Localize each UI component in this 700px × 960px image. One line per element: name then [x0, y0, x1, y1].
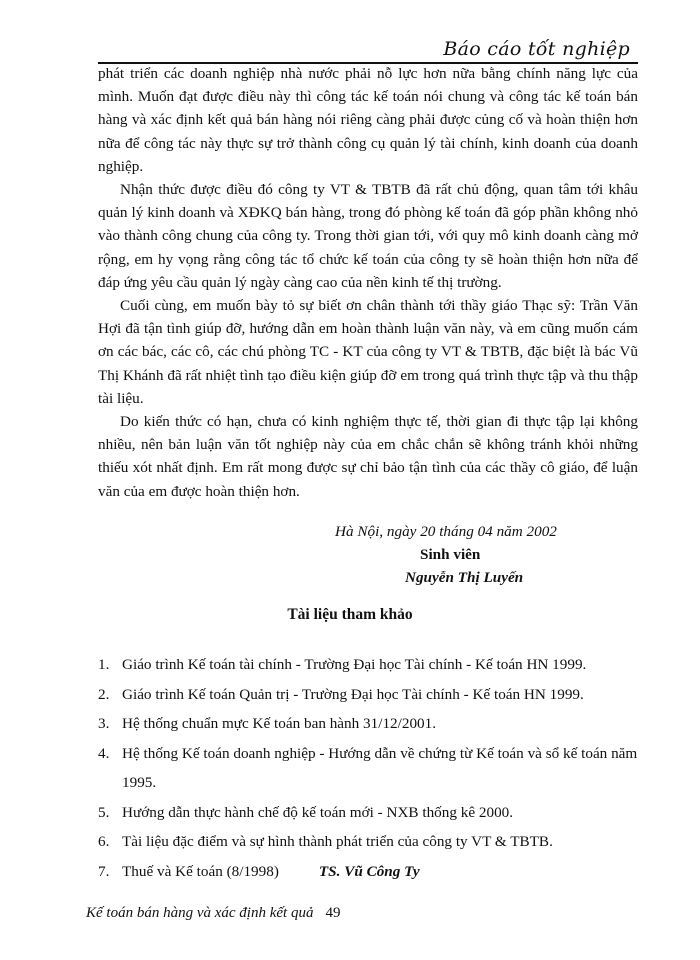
paragraph: Cuối cùng, em muốn bày tỏ sự biết ơn chân thành tới thầy giáo Thạc sỹ: Trần Văn Hợi đã tận tình giúp đỡ, hướng dẫn em hoàn thành luận văn này, và em cũng muốn cám ơn các bác, các cô, các chú phòng TC - KT của công ty VT & TBTB, đặc biệt là bác Vũ Thị Khánh đã rất nhiệt tình tạo điều kiện giúp đỡ em trong quá trình thực tập và thu thập tài liệu.	[98, 297, 638, 407]
reference-item	[98, 827, 638, 857]
reference-item	[98, 650, 638, 680]
reference-number: 1.	[98, 656, 110, 673]
reference-number: 6.	[98, 833, 110, 850]
reference-number: 4.	[98, 744, 110, 762]
reference-author: TS. Vũ Công Ty	[318, 862, 420, 880]
reference-item	[98, 739, 638, 798]
signature-date: Hà Nội, ngày 20 tháng 04 năm 2002	[335, 523, 557, 540]
signature-name: Nguyễn Thị Luyến	[405, 569, 524, 586]
signature-block	[335, 520, 635, 589]
reference-number: 7.	[98, 862, 110, 880]
reference-number: 5.	[98, 803, 110, 821]
paragraph: Nhận thức được điều đó công ty VT & TBTB đã rất chủ động, quan tâm tới khâu quản lý kinh doanh và XĐKQ bán hàng, trong đó phòng kế toán đã góp phần không nhỏ vào thành công chung của công ty. Trong thời gian tới, với quy mô kinh doanh càng mở rộng, em hy vọng rằng công tác tổ chức kế toán của công ty sẽ hoàn thiện hơn nữa để đáp ứng yêu cầu quản lý ngày càng cao của nền kinh tế thị trường.	[98, 181, 638, 291]
references-title: Tài liệu tham khảo	[287, 606, 413, 623]
page-number: 49	[325, 905, 341, 921]
footer-text: Kế toán bán hàng và xác định kết quả	[86, 905, 314, 921]
reference-text: Giáo trình Kế toán tài chính - Trường Đại học Tài chính - Kế toán HN 1999.	[122, 656, 587, 673]
reference-text	[122, 857, 638, 887]
reference-title: Thuế và Kế toán (8/1998)	[122, 862, 279, 880]
body-text	[98, 62, 638, 503]
reference-text: Hướng dẫn thực hành chế độ kế toán mới - NXB thống kê 2000.	[122, 803, 514, 821]
reference-number: 3.	[98, 715, 110, 732]
reference-item	[98, 857, 638, 887]
reference-text: Hệ thống chuẩn mực Kế toán ban hành 31/12/2001.	[122, 715, 437, 732]
signature-role: Sinh viên	[420, 546, 481, 563]
references-list	[98, 650, 638, 886]
page-footer	[86, 905, 340, 922]
reference-number: 2.	[98, 685, 110, 703]
reference-item	[98, 798, 638, 828]
header-title: Báo cáo tốt nghiệp	[443, 38, 630, 60]
paragraph: Do kiến thức có hạn, chưa có kinh nghiệm thực tế, thời gian đi thực tập lại không nhiều, nên bản luận văn tốt nghiệp này của em chắc chắn sẽ không tránh khỏi những thiếu xót nhất định. Em rất mong được sự chỉ bảo tận tình của các thầy cô giáo, để luận văn của em được hoàn thiện hơn.	[98, 413, 638, 500]
reference-text: Giáo trình Kế toán Quản trị - Trường Đại học Tài chính - Kế toán HN 1999.	[122, 685, 584, 703]
paragraph: phát triển các doanh nghiệp nhà nước phải nỗ lực hơn nữa bằng chính năng lực của mình. Muốn đạt được điều này thì công tác kế toán nói chung và công tác kế toán bán hàng và xác định kết quả bán hàng nói riêng càng phải được củng cố và hoàn thiện hơn nữa để công tác này thực sự trở thành công cụ quản lý tài chính, kinh doanh của doanh nghiệp.	[98, 65, 638, 175]
reference-item	[98, 709, 638, 739]
reference-text: Tài liệu đặc điểm và sự hình thành phát triển của công ty VT & TBTB.	[122, 833, 553, 850]
reference-item	[98, 680, 638, 710]
reference-text: Hệ thống Kế toán doanh nghiệp - Hướng dẫn về chứng từ Kế toán và sổ kế toán năm 1995.	[122, 744, 638, 791]
